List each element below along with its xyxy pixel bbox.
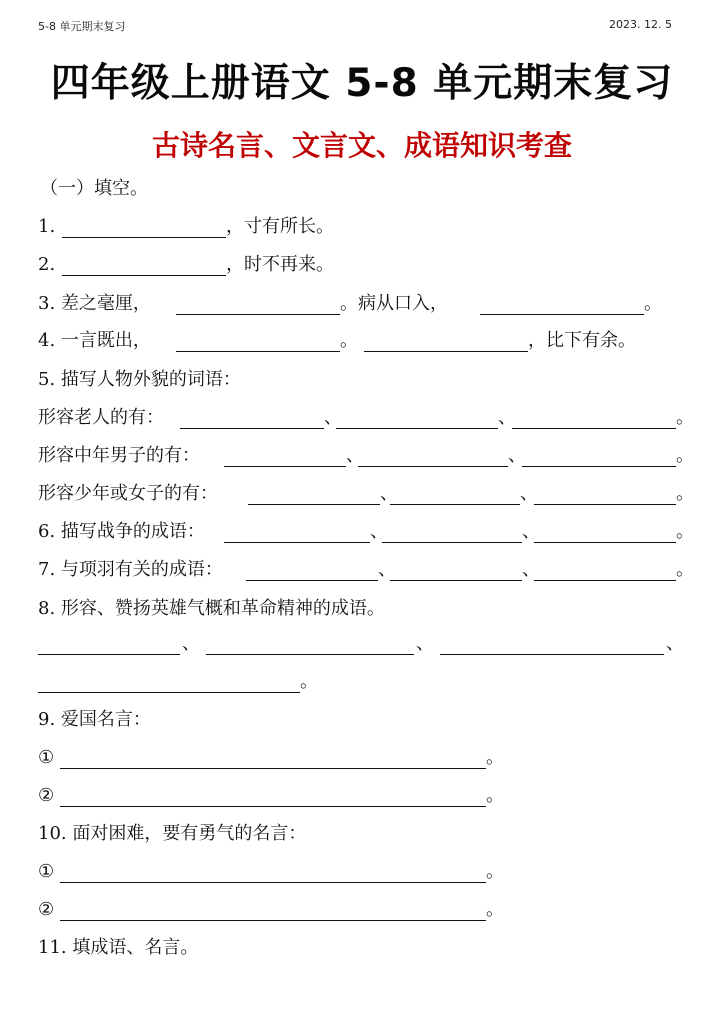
dun-mark: 、 bbox=[416, 633, 434, 654]
q4-text-b: 。 bbox=[340, 330, 358, 351]
q5-mid-blank-3[interactable] bbox=[522, 466, 676, 467]
period-mark: 。 bbox=[676, 559, 694, 580]
q8-blank-4[interactable] bbox=[38, 692, 300, 693]
dun-mark: 、 bbox=[520, 483, 538, 504]
period-mark: 。 bbox=[486, 899, 504, 920]
dun-mark: 、 bbox=[378, 559, 396, 580]
q5-title: 5. 描写人物外貌的词语： bbox=[38, 369, 241, 390]
page-title: 四年级上册语文 5-8 单元期末复习 bbox=[50, 61, 674, 106]
dun-mark: 、 bbox=[508, 445, 526, 466]
dun-mark: 、 bbox=[380, 483, 398, 504]
q5-old-label: 形容老人的有： bbox=[38, 407, 164, 428]
q5-young-blank-1[interactable] bbox=[248, 504, 380, 505]
q7-blank-3[interactable] bbox=[534, 580, 676, 581]
q10-blank-2[interactable] bbox=[60, 920, 486, 921]
q7-blank-2[interactable] bbox=[390, 580, 522, 581]
period-mark: 。 bbox=[486, 785, 504, 806]
q5-mid-blank-1[interactable] bbox=[224, 466, 346, 467]
q8-blank-1[interactable] bbox=[38, 654, 180, 655]
circled-two: ② bbox=[38, 785, 55, 806]
q5-old-blank-1[interactable] bbox=[180, 428, 324, 429]
q9-label: 9. 爱国名言： bbox=[38, 709, 151, 730]
q5-old-blank-3[interactable] bbox=[512, 428, 676, 429]
circled-two: ② bbox=[38, 899, 55, 920]
period-mark: 。 bbox=[300, 671, 318, 692]
q1-text: ，寸有所长。 bbox=[226, 216, 334, 237]
dun-mark: 、 bbox=[346, 445, 364, 466]
dun-mark: 、 bbox=[370, 521, 388, 542]
q6-blank-3[interactable] bbox=[534, 542, 676, 543]
dun-mark: 、 bbox=[666, 633, 684, 654]
dun-mark: 、 bbox=[182, 633, 200, 654]
q5-old-blank-2[interactable] bbox=[336, 428, 498, 429]
q10-blank-1[interactable] bbox=[60, 882, 486, 883]
period-mark: 。 bbox=[676, 407, 694, 428]
dun-mark: 、 bbox=[324, 407, 342, 428]
dun-mark: 、 bbox=[498, 407, 516, 428]
q2-number: 2. bbox=[38, 254, 56, 275]
q9-blank-2[interactable] bbox=[60, 806, 486, 807]
q7-label: 7. 与项羽有关的成语： bbox=[38, 559, 223, 580]
header-left: 5-8 单元期末复习 bbox=[38, 20, 126, 33]
section-label: （一）填空。 bbox=[40, 178, 148, 199]
q3-text-a: 3. 差之毫厘， bbox=[38, 293, 151, 314]
q9-blank-1[interactable] bbox=[60, 768, 486, 769]
period-mark: 。 bbox=[676, 521, 694, 542]
q8-blank-3[interactable] bbox=[440, 654, 664, 655]
q6-blank-2[interactable] bbox=[382, 542, 522, 543]
q3-blank-1[interactable] bbox=[176, 314, 340, 315]
period-mark: 。 bbox=[486, 747, 504, 768]
q5-young-blank-2[interactable] bbox=[390, 504, 520, 505]
q6-blank-1[interactable] bbox=[224, 542, 370, 543]
period-mark: 。 bbox=[486, 861, 504, 882]
q1-number: 1. bbox=[38, 216, 56, 237]
page-subtitle: 古诗名言、文言文、成语知识考查 bbox=[151, 129, 572, 162]
q5-mid-label: 形容中年男子的有： bbox=[38, 445, 200, 466]
q5-young-blank-3[interactable] bbox=[534, 504, 676, 505]
q5-mid-blank-2[interactable] bbox=[358, 466, 508, 467]
q5-young-label: 形容少年或女子的有： bbox=[38, 483, 218, 504]
q4-blank-1[interactable] bbox=[176, 351, 340, 352]
q2-blank[interactable] bbox=[62, 275, 226, 276]
q6-label: 6. 描写战争的成语： bbox=[38, 521, 205, 542]
dun-mark: 、 bbox=[522, 559, 540, 580]
q3-blank-2[interactable] bbox=[480, 314, 644, 315]
q3-text-c: 。 bbox=[644, 293, 662, 314]
dun-mark: 、 bbox=[522, 521, 540, 542]
period-mark: 。 bbox=[676, 483, 694, 504]
q8-blank-2[interactable] bbox=[206, 654, 414, 655]
q4-text-a: 4. 一言既出， bbox=[38, 330, 151, 351]
q7-blank-1[interactable] bbox=[246, 580, 378, 581]
period-mark: 。 bbox=[676, 445, 694, 466]
header-date: 2023. 12. 5 bbox=[609, 18, 672, 31]
circled-one: ① bbox=[38, 747, 55, 768]
q2-text: ，时不再来。 bbox=[226, 254, 334, 275]
q4-text-c: ，比下有余。 bbox=[528, 330, 636, 351]
q8-label: 8. 形容、赞扬英雄气概和革命精神的成语。 bbox=[38, 598, 385, 619]
q1-blank[interactable] bbox=[62, 237, 226, 238]
q4-blank-2[interactable] bbox=[364, 351, 528, 352]
q10-label: 10. 面对困难，要有勇气的名言： bbox=[38, 823, 307, 844]
q11-label: 11. 填成语、名言。 bbox=[38, 937, 199, 958]
q3-text-b: 。病从口入， bbox=[340, 293, 448, 314]
circled-one: ① bbox=[38, 861, 55, 882]
